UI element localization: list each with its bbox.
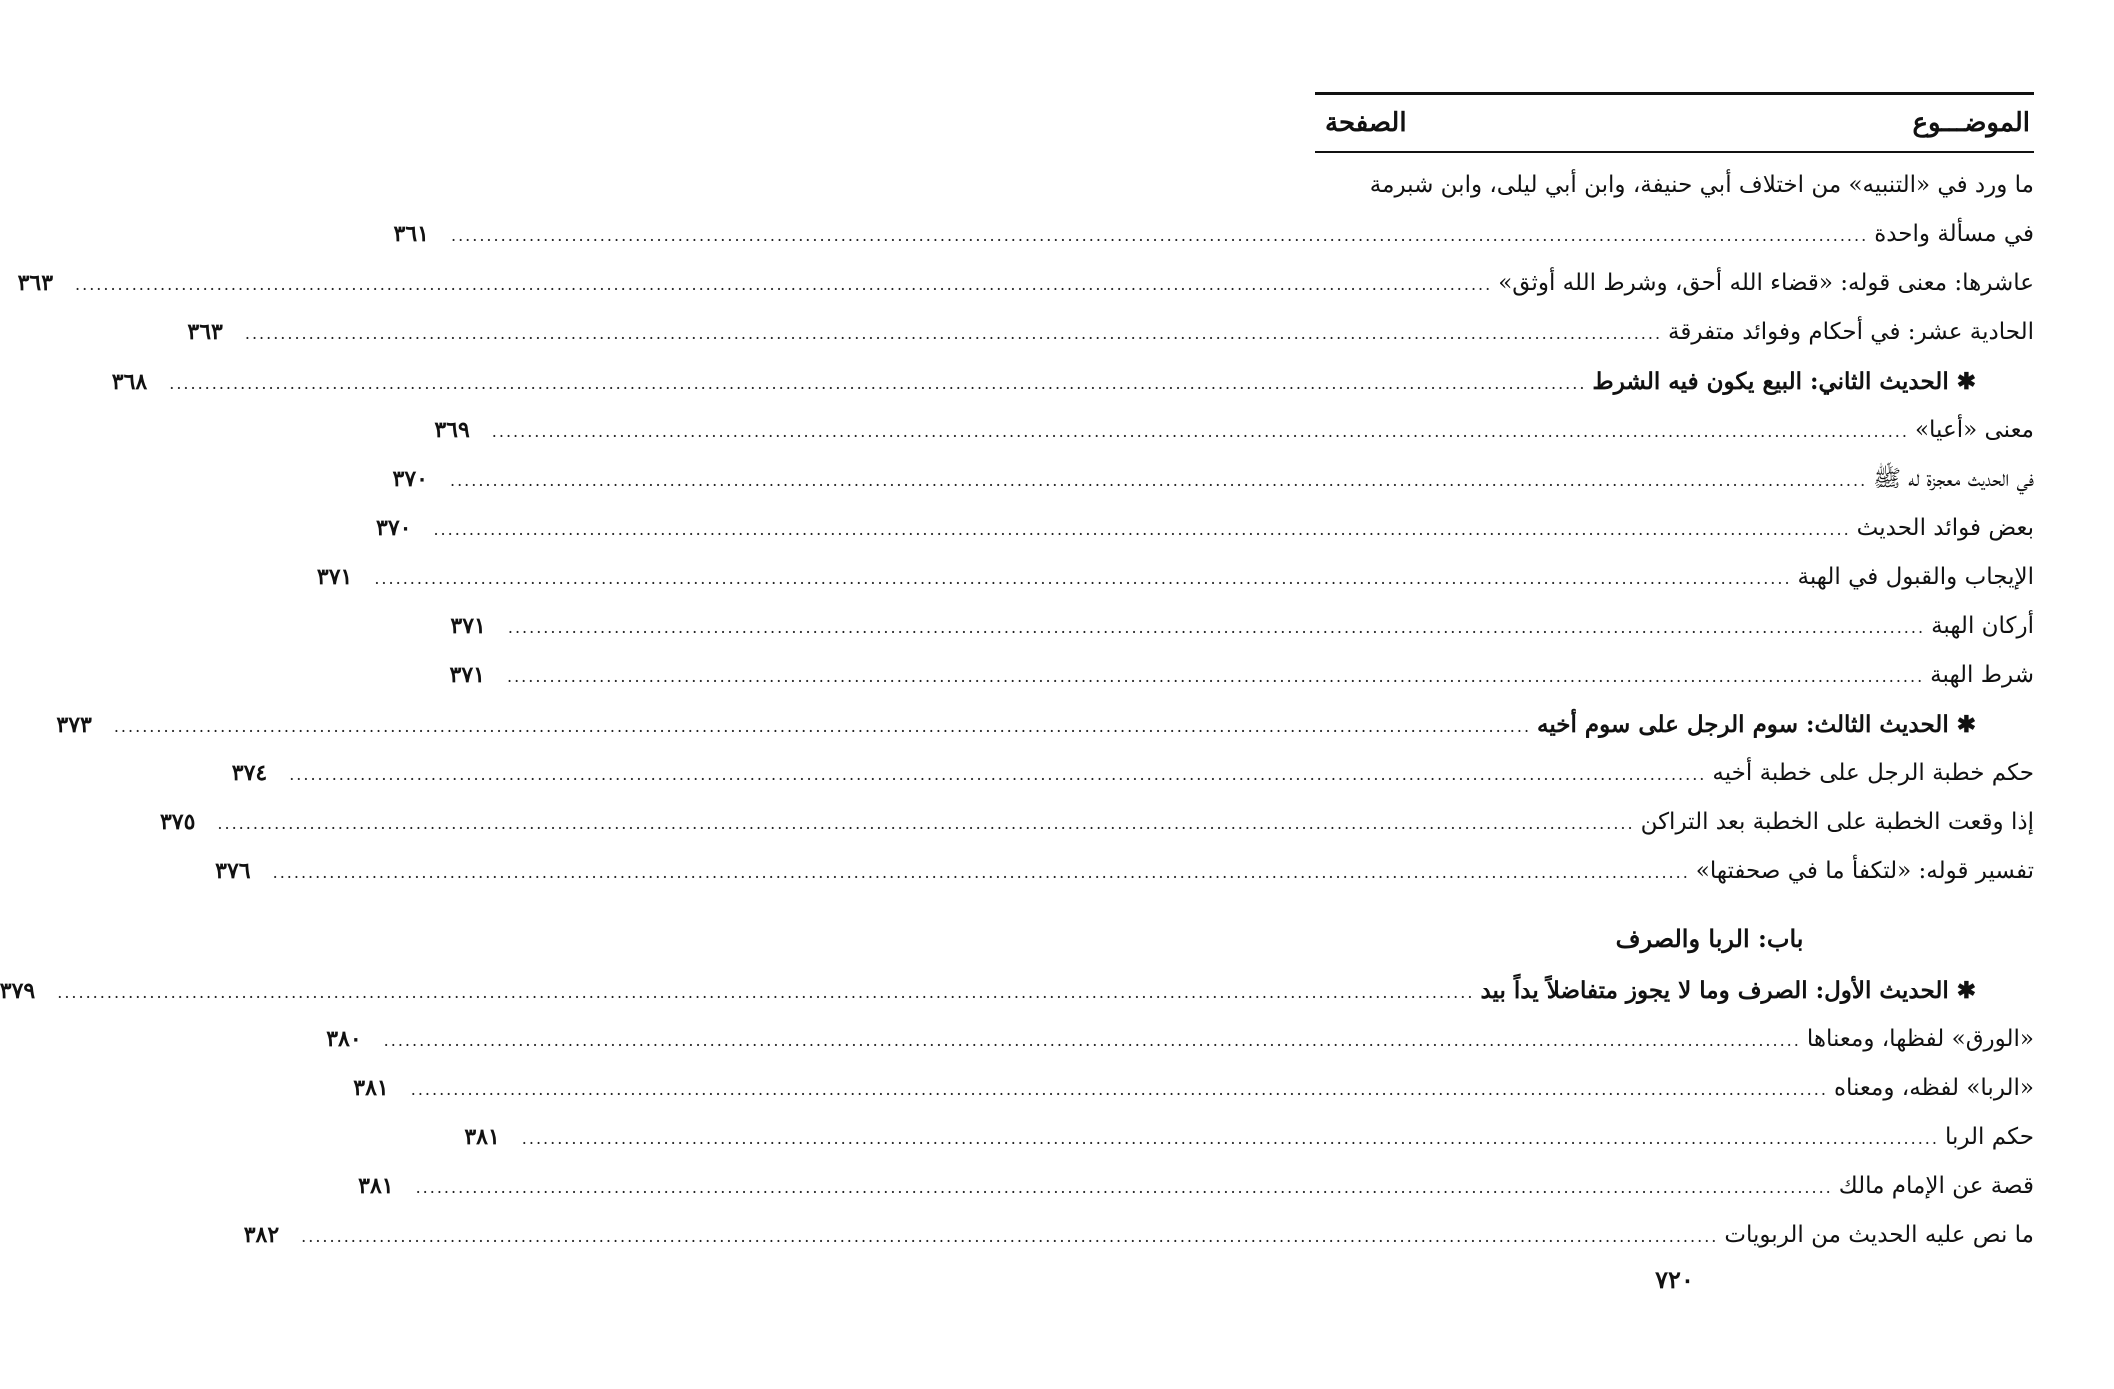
- toc-entry-title: في مسألة واحدة: [1874, 221, 2034, 247]
- toc-entry-page: ٣٧٠: [392, 466, 428, 492]
- toc-entry-page: ٣٨١: [358, 1173, 394, 1199]
- dot-leader: ........................................................................................................................................................................................................: [507, 618, 1926, 637]
- dot-leader: ........................................................................................................................................................................................................: [289, 765, 1707, 784]
- toc-entry-title: معنى «أعيا»: [1914, 417, 2034, 443]
- toc-entry-page: ٣٦٣: [187, 319, 223, 345]
- toc-entry-title: الحادية عشر: في أحكام وفوائد متفرقة: [1668, 319, 2034, 345]
- toc-entry-title: حكم الربا: [1944, 1124, 2034, 1150]
- toc-entry: [434, 406, 2034, 455]
- toc-entry-page: ٣٧١: [449, 662, 485, 688]
- toc-entry: [56, 700, 2034, 749]
- section-heading: باب: الربا والصرف: [1615, 924, 1804, 953]
- dot-leader: ........................................................................................................................................................................................................: [491, 422, 1909, 441]
- toc-entry: [376, 504, 2034, 553]
- toc-entry-title: أركان الهبة: [1931, 613, 2034, 639]
- dot-leader: ........................................................................................................................................................................................................: [57, 983, 1475, 1002]
- toc-entry: [243, 1211, 2034, 1260]
- toc-entry-title: ما ورد في «التنبيه» من اختلاف أبي حنيفة، وابن أبي ليلى، وابن شبرمة: [1369, 172, 2034, 198]
- toc-entry-page: ٣٨١: [464, 1124, 500, 1150]
- toc-entry-title: «الورق» لفظها، ومعناها: [1806, 1026, 2034, 1052]
- dot-leader: ........................................................................................................................................................................................................: [506, 667, 1925, 686]
- dot-leader: ........................................................................................................................................................................................................: [75, 275, 1493, 294]
- toc-entry-title: تفسير قوله: «لتكفأ ما في صحفتها»: [1695, 858, 2034, 884]
- toc-entries-second: [0, 966, 2034, 1260]
- toc-entry-title: «الربا» لفظه، ومعناه: [1833, 1075, 2034, 1101]
- dot-leader: ........................................................................................................................................................................................................: [433, 520, 1851, 539]
- toc-entry: [392, 455, 2034, 504]
- toc-entry: [353, 1064, 2034, 1113]
- dot-leader: ........................................................................................................................................................................................................: [217, 814, 1635, 833]
- toc-entry-page: ٣٧١: [316, 564, 353, 590]
- toc-entry-title: شرط الهبة: [1930, 662, 2034, 688]
- toc-entry-title: حكم خطبة الرجل على خطبة أخيه: [1712, 760, 2034, 786]
- toc-entry-title: ما نص عليه الحديث من الربويات: [1724, 1222, 2034, 1248]
- toc-entry-page: ٣٧٩: [0, 978, 36, 1004]
- toc-entry: [215, 847, 2034, 896]
- dot-leader: ........................................................................................................................................................................................................: [169, 374, 1587, 393]
- dot-leader: ........................................................................................................................................................................................................: [374, 569, 1792, 588]
- toc-entry-title: ✱ الحديث الأول: الصرف وما لا يجوز متفاضلاً يداً بيد: [1480, 977, 1976, 1004]
- toc-entry-title: قصة عن الإمام مالك: [1838, 1173, 2034, 1199]
- toc-entry-page: ٣٨١: [353, 1075, 389, 1101]
- page-number: ٧٢٠: [1655, 1265, 1694, 1294]
- toc-page: [0, 92, 2034, 1389]
- toc-entry: [111, 357, 2034, 406]
- toc-header: [1315, 92, 2034, 153]
- toc-entry: [187, 308, 2034, 357]
- toc-entry: [393, 210, 2034, 259]
- toc-entry: [358, 1162, 2034, 1211]
- toc-entry-title: إذا وقعت الخطبة على الخطبة بعد التراكن: [1640, 809, 2034, 835]
- toc-entry-page: ٣٧٥: [159, 809, 196, 835]
- toc-entry-page: ٣٨٢: [243, 1222, 280, 1248]
- dot-leader: ........................................................................................................................................................................................................: [415, 1178, 1833, 1197]
- toc-entry: [450, 602, 2034, 651]
- toc-entry-page: ٣٦٣: [17, 270, 54, 296]
- dot-leader: ........................................................................................................................................................................................................: [244, 324, 1663, 343]
- toc-entry: [464, 1113, 2034, 1162]
- toc-entry-title: ✱ الحديث الثاني: البيع يكون فيه الشرط: [1592, 368, 1976, 395]
- dot-leader: ........................................................................................................................................................................................................: [410, 1080, 1828, 1099]
- toc-entry-page: ٣٦١: [393, 221, 429, 247]
- toc-entry-page: ٣٦٨: [111, 369, 148, 395]
- dot-leader: ........................................................................................................................................................................................................: [383, 1031, 1801, 1050]
- toc-entries-first: [17, 161, 2034, 896]
- topic-column-label: الموضـــوع: [1912, 108, 2030, 138]
- toc-entry-title: عاشرها: معنى قوله: «قضاء الله أحق، وشرط الله أوثق»: [1498, 270, 2034, 296]
- dot-leader: ........................................................................................................................................................................................................: [450, 471, 1868, 490]
- toc-entry: [17, 259, 2034, 308]
- dot-leader: ........................................................................................................................................................................................................: [521, 1129, 1939, 1148]
- toc-entry: [159, 798, 2034, 847]
- toc-entry-title: ✱ الحديث الثالث: سوم الرجل على سوم أخيه: [1537, 711, 1976, 738]
- toc-entry-title: بعض فوائد الحديث: [1856, 515, 2034, 541]
- toc-entry-page: ٣٧٦: [215, 858, 251, 884]
- dot-leader: ........................................................................................................................................................................................................: [451, 226, 1869, 245]
- toc-list: [0, 161, 2034, 1260]
- dot-leader: ........................................................................................................................................................................................................: [113, 717, 1532, 736]
- toc-entry: [0, 966, 2034, 1015]
- toc-entry-page: ٣٧٤: [231, 760, 268, 786]
- toc-entry-title: في الحديث معجزة له ﷺ: [1873, 466, 2034, 492]
- page-column-label: الصفحة: [1325, 108, 1407, 138]
- dot-leader: ........................................................................................................................................................................................................: [301, 1227, 1719, 1246]
- toc-entry: [231, 749, 2034, 798]
- toc-entry: [1315, 161, 2034, 210]
- toc-entry-page: ٣٧٣: [56, 712, 92, 738]
- toc-entry-page: ٣٧٠: [376, 515, 412, 541]
- toc-entry-title: الإيجاب والقبول في الهبة: [1797, 564, 2034, 590]
- toc-entry: [316, 553, 2034, 602]
- dot-leader: ........................................................................................................................................................................................................: [272, 863, 1690, 882]
- toc-entry: [326, 1015, 2034, 1064]
- toc-entry-page: ٣٧١: [450, 613, 486, 639]
- toc-entry-page: ٣٨٠: [326, 1026, 362, 1052]
- toc-entry-page: ٣٦٩: [434, 417, 470, 443]
- toc-entry: [449, 651, 2034, 700]
